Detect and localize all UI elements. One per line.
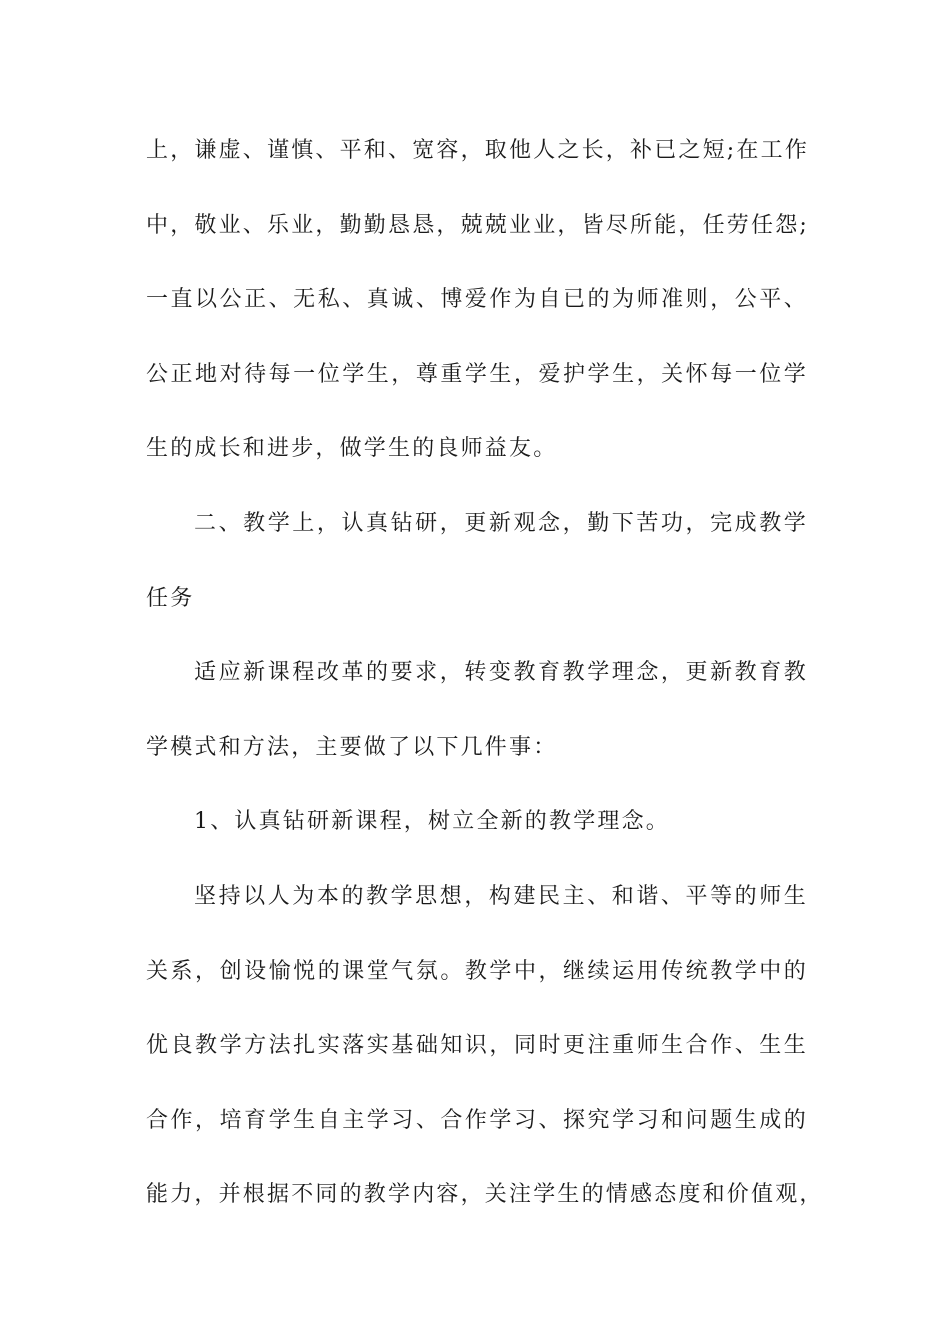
- text-line: 坚持以人为本的教学思想，构建民主、和谐、平等的师生: [194, 883, 808, 909]
- text-line: 能力，并根据不同的教学内容，关注学生的情感态度和价值观，: [146, 1182, 824, 1208]
- text-line: 适应新课程改革的要求，转变教育教学理念，更新教育教: [194, 660, 808, 686]
- text-line: 公正地对待每一位学生，尊重学生，爱护学生，关怀每一位学: [146, 361, 808, 387]
- text-line: 优良教学方法扎实落实基础知识，同时更注重师生合作、生生: [146, 1033, 808, 1059]
- text-line: 关系，创设愉悦的课堂气氛。教学中，继续运用传统教学中的: [146, 958, 808, 984]
- body-text: [146, 131, 824, 1250]
- text-line: 生的成长和进步，做学生的良师益友。: [146, 436, 558, 462]
- text-line: 学模式和方法，主要做了以下几件事：: [146, 734, 558, 760]
- text-line: 上，谦虚、谨慎、平和、宽容，取他人之长，补已之短;在工作: [146, 138, 810, 163]
- text-line: 一直以公正、无私、真诚、博爱作为自已的为师准则，公平、: [146, 287, 808, 313]
- text-line: 合作，培育学生自主学习、合作学习、探究学习和问题生成的: [146, 1107, 808, 1133]
- section-heading-line: 二、教学上，认真钻研，更新观念，勤下苦功，完成教学: [194, 510, 808, 536]
- text-line: 中，敬业、乐业，勤勤恳恳，兢兢业业，皆尽所能，任劳任怨;: [146, 212, 810, 238]
- subheading-line: 1、认真钻研新课程，树立全新的教学理念。: [194, 809, 670, 835]
- section-heading-line: 任务: [146, 585, 195, 611]
